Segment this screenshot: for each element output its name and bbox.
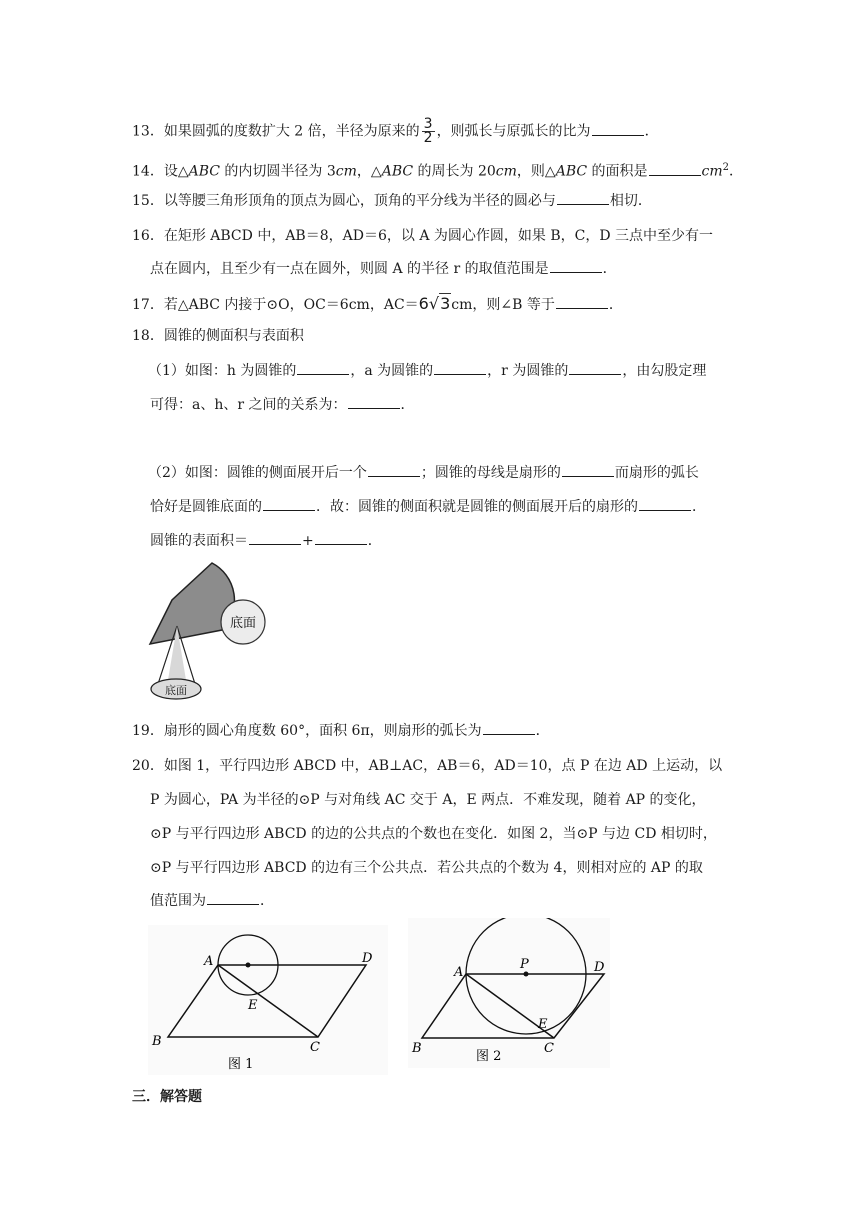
fraction-numerator: 3: [423, 116, 433, 132]
question-20-line-4: [150, 858, 703, 878]
label-c: C: [310, 1040, 320, 1055]
label-b: B: [412, 1041, 422, 1056]
question-20-line-1: [132, 756, 722, 776]
answer-blank: [592, 121, 644, 136]
question-number: 14．: [132, 163, 164, 180]
question-18-title: [132, 326, 304, 346]
q14-e: ，则△: [516, 163, 556, 180]
q14-abc: ABC: [381, 163, 414, 180]
answer-blank: [569, 360, 621, 375]
q18-part1-line2: [150, 394, 415, 415]
figure-1-background: [148, 925, 388, 1075]
q20-l5: 值范围为: [150, 893, 206, 909]
q14-end: ．: [729, 163, 744, 180]
question-number: 16．: [132, 228, 164, 244]
label-c: C: [544, 1041, 554, 1056]
q18-p2-a: （2）如图：圆锥的侧面展开后一个: [148, 465, 367, 481]
sqrt-expression: 6√3: [418, 294, 451, 313]
label-e: E: [248, 998, 258, 1013]
q19-end: ．: [535, 723, 550, 739]
q18-p1-b: ，a 为圆锥的: [350, 363, 434, 379]
q14-superscript: 2: [722, 162, 730, 173]
question-13: [132, 118, 659, 145]
q18-part2-line1: [148, 462, 699, 483]
q20-l1: 如图 1，平行四边形 ABCD 中，AB⊥AC，AB＝6，AD＝10，点 P 在边 AD 上运动，以: [163, 758, 723, 774]
fraction-three-halves: [422, 118, 435, 145]
question-15: [132, 190, 652, 211]
answer-blank: [639, 496, 691, 511]
q14-a: 设△: [163, 163, 189, 180]
answer-blank: [556, 294, 608, 309]
sqrt-radicand: 3: [440, 294, 451, 313]
answer-blank: [434, 360, 486, 375]
section-heading: 三．解答题: [132, 1089, 202, 1105]
question-number: 13．: [132, 123, 164, 140]
q15-text: 以等腰三角形顶角的顶点为圆心，顶角的平分线为半径的圆必与: [163, 193, 556, 209]
answer-blank: [249, 530, 301, 545]
q18-part2-line3: [150, 530, 382, 551]
q18-p2-line2end: ．: [692, 499, 706, 515]
q14-cm: cm: [495, 163, 517, 180]
question-20-line-5: [150, 890, 274, 911]
q18-p2-line3a: 圆锥的表面积＝: [150, 533, 248, 549]
answer-blank: [348, 394, 400, 409]
q18-p2-b: ；圆锥的母线是扇形的: [420, 465, 561, 481]
q20-l2: P 为圆心，PA 为半径的⊙P 与对角线 AC 交于 A，E 两点．不难发现，随着 AP 的变化，: [150, 792, 706, 808]
cone-base-label: 底面: [165, 684, 187, 697]
q18-p2-line3b: +: [302, 533, 314, 549]
q18-part1-line1: [148, 360, 706, 381]
answer-blank: [263, 496, 315, 511]
figure-1-caption: 图 1: [228, 1057, 254, 1072]
label-a: A: [204, 954, 214, 969]
center-point-p: [524, 972, 529, 977]
q20-l4: ⊙P 与平行四边形 ABCD 的边有三个公共点．若公共点的个数为 4，则相对应的 AP 的取: [150, 860, 703, 876]
question-14: [132, 158, 743, 182]
q19-text: 扇形的圆心角度数 60°，面积 6π，则扇形的弧长为: [163, 723, 482, 739]
q14-abc: ABC: [555, 163, 588, 180]
question-19: [132, 720, 550, 741]
q20-l3: ⊙P 与平行四边形 ABCD 的边的公共点的个数也在变化．如图 2，当⊙P 与边 CD 相切时，: [150, 826, 717, 842]
figure-2-background: [408, 918, 610, 1068]
q14-c: ，△: [356, 163, 382, 180]
fraction-denominator: 2: [423, 130, 433, 146]
label-d: D: [594, 960, 605, 975]
question-number: 18．: [132, 328, 164, 344]
q17-end: ．: [608, 297, 623, 313]
q18-p1-end: ．: [400, 397, 415, 413]
answer-blank: [550, 258, 602, 273]
base-label: 底面: [229, 616, 257, 631]
q18-p1-line2: 可得：a、h、r 之间的关系为：: [150, 397, 347, 413]
question-16-line-1: [132, 226, 713, 246]
answer-blank: [483, 720, 535, 735]
q16-end: ．: [602, 261, 617, 277]
question-number: 19．: [132, 723, 164, 739]
q18-p1-a: （1）如图：h 为圆锥的: [148, 363, 297, 379]
q14-b: 的内切圆半径为 3: [219, 163, 336, 180]
center-point-p: [246, 963, 251, 968]
q14-cm: cm: [335, 163, 357, 180]
figure-1: [148, 925, 388, 1075]
q18-p1-d: ，由勾股定理: [622, 363, 707, 379]
q18-p2-line3end: ．: [367, 533, 382, 549]
q14-abc: ABC: [188, 163, 220, 180]
q18-p2-line2a: 恰好是圆锥底面的: [150, 499, 262, 515]
cone-net-figure: [144, 560, 268, 706]
q13-text-a: 如果圆弧的度数扩大 2 倍，半径为原来的: [163, 123, 420, 140]
label-e: E: [538, 1017, 548, 1032]
q13-end: ．: [644, 123, 659, 140]
q17-b: cm，则∠B 等于: [451, 297, 555, 313]
question-number: 17．: [132, 297, 164, 313]
question-17: [132, 294, 623, 315]
q15-end: 相切．: [609, 193, 652, 209]
answer-blank: [557, 190, 609, 205]
question-number: 15．: [132, 193, 164, 209]
q18-title: 圆锥的侧面积与表面积: [163, 328, 304, 344]
q18-p2-c: 而扇形的弧长: [614, 465, 699, 481]
answer-blank: [297, 360, 349, 375]
q13-text-b: ，则弧长与原弧长的比为: [436, 123, 591, 140]
figure-2-caption: 图 2: [476, 1049, 502, 1064]
q18-p2-line2b: ．故：圆锥的侧面积就是圆锥的侧面展开后的扇形的: [316, 499, 638, 515]
q18-p1-c: ，r 为圆锥的: [487, 363, 569, 379]
answer-blank: [368, 462, 420, 477]
q18-part2-line2: [150, 496, 706, 517]
question-20-line-2: [150, 790, 706, 810]
question-16-line-2: [150, 258, 617, 279]
q20-end: ．: [260, 893, 274, 909]
label-a: A: [454, 965, 464, 980]
lateral-sector-shape: [150, 563, 234, 644]
sqrt-coefficient: 6: [418, 294, 429, 313]
q16-line2: 点在圆内，且至少有一点在圆外，则圆 A 的半径 r 的取值范围是: [150, 261, 549, 277]
label-d: D: [362, 951, 373, 966]
figure-2: [408, 918, 610, 1068]
answer-blank: [315, 530, 367, 545]
q14-d: 的周长为 20: [413, 163, 496, 180]
q17-a: 若△ABC 内接于⊙O，OC＝6cm，AC＝: [163, 297, 419, 313]
label-p: P: [520, 957, 529, 972]
answer-blank: [649, 161, 701, 176]
answer-blank: [562, 462, 614, 477]
q14-unit: cm: [701, 163, 723, 180]
label-b: B: [152, 1034, 162, 1049]
q14-f: 的面积是: [587, 163, 648, 180]
answer-blank: [207, 890, 259, 905]
question-number: 20．: [132, 758, 164, 774]
question-20-line-3: [150, 824, 717, 844]
q16-line1: 在矩形 ABCD 中，AB＝8，AD＝6，以 A 为圆心作圆，如果 B，C，D 三点中至少有一: [163, 228, 714, 244]
